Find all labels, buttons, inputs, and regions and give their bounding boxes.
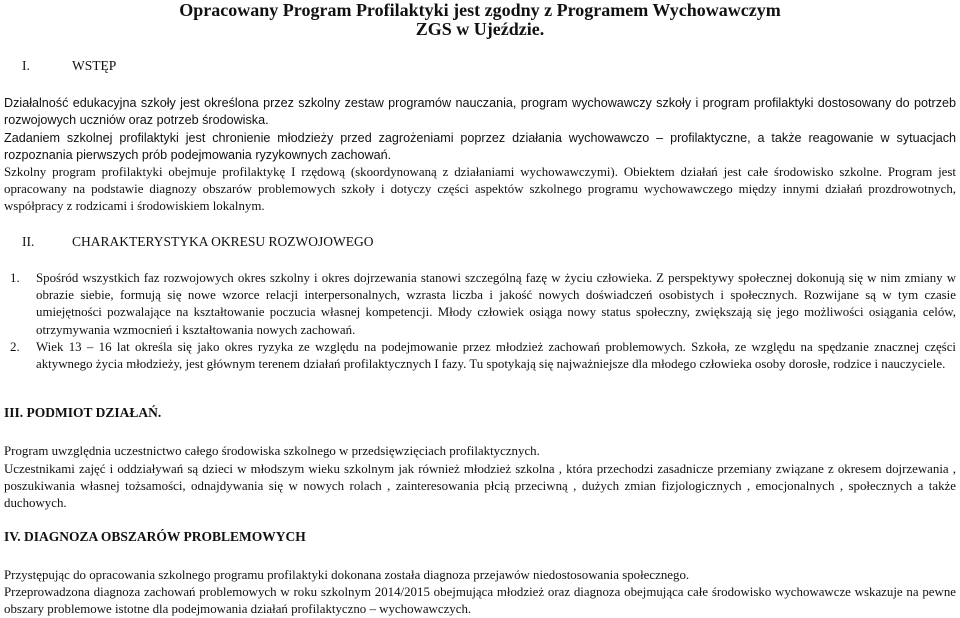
section-1-paragraph-3: Szkolny program profilaktyki obejmuje profilaktykę I rzędową (skoordynowaną z działaniami wychowawczymi). Obiektem działań jest całe środowisko szkolne. Program jest opracowany na podstawie diagnozy obszarów problemowych szkoły i dotyczy części aspektów szkolnego programu wychowawczego między innymi działań prozdrowotnych, współpracy z rodzicami i środowiskiem lokalnym. — [4, 165, 956, 214]
list-item-1-text: Spośród wszystkich faz rozwojowych okres szkolny i okres dojrzewania stanowi szczególną fazę w życiu człowieka. Z perspektywy społecznej dokonują się w nim zmiany w obrazie siebie, formują się nowe wzorce relacji interpersonalnych, wzrasta liczba i jakość nowych doświadczeń osobistych i społecznych. Rozwijane są w tym czasie umiejętności pozwalające na kształtowanie poczucia własnej kompetencji. Młody człowiek osiąga nowy status społeczny, zwiększają się jego możliwości osiągania celów, otrzymywania wzmocnień i kształtowania nowych zachowań. — [36, 271, 956, 337]
document-title-line-2: ZGS w Ujeździe. — [415, 19, 545, 39]
list-item-2-number: 2. — [10, 339, 20, 354]
section-2-heading: CHARAKTERYSTYKA OKRESU ROZWOJOWEGO — [72, 234, 374, 249]
section-4-paragraph-2: Przeprowadzona diagnoza zachowań problemowych w roku szkolnym 2014/2015 obejmująca młodzież oraz diagnoza obejmująca całe środowisko wychowawcze wskazuje na pewne obszary problemowe istotne dla podejmowania działań profilaktyczno – wychowawczych. — [4, 585, 956, 617]
section-3-paragraph-2: Uczestnikami zajęć i oddziaływań są dzieci w młodszym wieku szkolnym jak również młodzież szkolna , która przechodzi zasadnicze przemiany związane z okresem dojrzewania , poszukiwania własnej tożsamości, odnajdywania się w nowych rolach , zainteresowania płcią przeciwną , dużych zmian fizjologicznych , emocjonalnych , społecznych a także duchowych. — [4, 462, 956, 511]
section-4-heading: IV. DIAGNOZA OBSZARÓW PROBLEMOWYCH — [4, 529, 306, 544]
section-1-number: I. — [22, 58, 30, 73]
section-1-paragraph-1: Działalność edukacyjna szkoły jest określona przez szkolny zestaw programów nauczania, program wychowawczy szkoły i program profilaktyki dostosowany do potrzeb rozwojowych uczniów oraz potrzeb środowiska. — [4, 96, 956, 128]
document-title-line-1: Opracowany Program Profilaktyki jest zgodny z Programem Wychowawczym — [179, 0, 781, 20]
section-1-heading: WSTĘP — [72, 58, 117, 73]
section-4-paragraph-1: Przystępując do opracowania szkolnego programu profilaktyki dokonana została diagnoza przejawów niedostosowania społecznego. — [4, 568, 690, 582]
list-item-2-text: Wiek 13 – 16 lat określa się jako okres ryzyka ze względu na podejmowanie przez młodzież zachowań problemowych. Szkoła, ze względu na spędzanie znacznej części aktywnego życia młodzieży, jest głównym terenem działań profilaktycznych I fazy. Tu spotykają się najważniejsze dla młodego człowieka osoby dorosłe, rodzice i nauczyciele. — [36, 340, 956, 372]
section-1-paragraph-2: Zadaniem szkolnej profilaktyki jest chronienie młodzieży przed zagrożeniami poprzez działania wychowawczo – profilaktyczne, a także reagowanie w sytuacjach rozpoznania pierwszych prób podejmowania ryzykownych zachowań. — [4, 131, 956, 163]
section-3-heading: III. PODMIOT DZIAŁAŃ. — [4, 405, 162, 420]
section-3-paragraph-1: Program uwzględnia uczestnictwo całego środowiska szkolnego w przedsięwzięciach profilaktycznych. — [4, 444, 540, 458]
list-item-1-number: 1. — [10, 270, 20, 285]
section-2-number: II. — [22, 234, 35, 249]
